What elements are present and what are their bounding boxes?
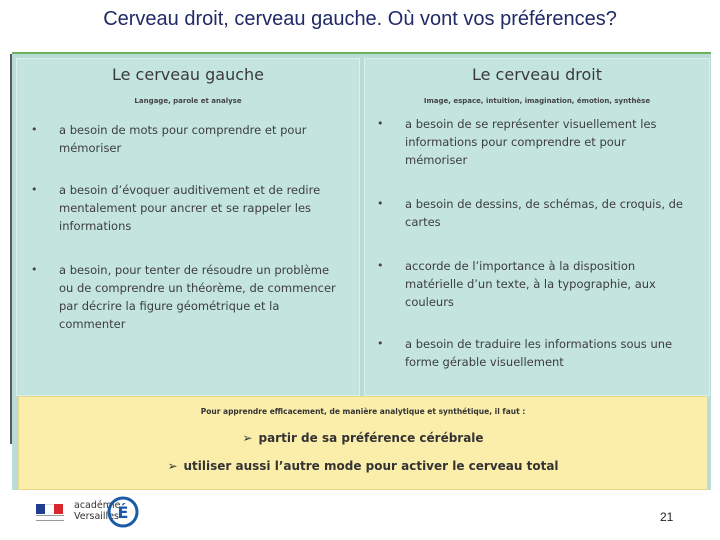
item-line: a besoin de traduire les informations sous une	[405, 337, 673, 351]
item-line: informations pour comprendre et pour	[405, 135, 626, 149]
page-title: Cerveau droit, cerveau gauche. Où vont vos préférences?	[103, 8, 617, 30]
logo-letter: É	[117, 503, 129, 522]
conclusion-text: utiliser aussi l’autre mode pour activer le cerveau total	[183, 459, 559, 473]
arrow-bullet-icon: ➢	[167, 459, 178, 473]
bullet-icon: •	[377, 259, 384, 272]
item-line: a besoin, pour tenter de résoudre un problème	[59, 263, 330, 277]
item-line: forme gérable visuellement	[405, 355, 564, 369]
right-column-subtitle: Image, espace, intuition, imagination, émotion, synthèse	[423, 97, 651, 105]
bullet-icon: •	[377, 117, 384, 130]
right-brain-column	[364, 58, 710, 396]
item-line: mémoriser	[59, 141, 122, 155]
arrow-bullet-icon: ➢	[242, 431, 253, 445]
item-line: cartes	[405, 215, 441, 229]
page-number: 21	[660, 510, 674, 524]
item-line: a besoin d’évoquer auditivement et de redire	[59, 183, 321, 197]
list-item	[59, 121, 306, 157]
list-item	[405, 115, 657, 169]
academie-line: académie	[74, 500, 121, 511]
item-line: mentalement pour ancrer et se rappeler les	[59, 201, 312, 215]
bullet-icon: •	[377, 197, 384, 210]
item-line: couleurs	[405, 295, 454, 309]
item-line: a besoin de se représenter visuellement les	[405, 117, 657, 131]
republic-mark-lines	[36, 515, 64, 521]
academie-logo-icon	[106, 490, 140, 530]
bullet-icon: •	[377, 337, 384, 350]
item-line: mémoriser	[405, 153, 468, 167]
list-item	[405, 335, 672, 371]
item-line: informations	[59, 219, 132, 233]
conclusion-text: partir de sa préférence cérébrale	[258, 431, 484, 445]
left-brain-column	[16, 58, 360, 396]
item-line: par décrire la figure géométrique et la	[59, 299, 280, 313]
list-item	[405, 195, 683, 231]
conclusion-point	[19, 459, 707, 473]
bullet-icon: •	[31, 183, 38, 196]
right-column-title: Le cerveau droit	[471, 65, 602, 84]
list-item	[405, 257, 656, 311]
flag-blue-stripe	[36, 504, 45, 514]
bullet-icon: •	[31, 123, 38, 136]
french-flag-icon	[36, 504, 64, 524]
content-panel	[12, 52, 711, 490]
list-item	[59, 181, 320, 235]
flag-red-stripe	[54, 504, 63, 514]
panel-edge	[10, 54, 12, 444]
item-line: commenter	[59, 317, 126, 331]
left-column-subtitle: Langage, parole et analyse	[134, 97, 242, 105]
conclusion-point	[19, 431, 707, 445]
item-line: ou de comprendre un théorème, de commencer	[59, 281, 336, 295]
item-line: a besoin de dessins, de schémas, de croquis, de	[405, 197, 684, 211]
item-line: matérielle d’un texte, à la typographie, aux	[405, 277, 656, 291]
left-column-title: Le cerveau gauche	[111, 65, 264, 84]
list-item	[59, 261, 336, 333]
item-line: a besoin de mots pour comprendre et pour	[59, 123, 307, 137]
conclusion-box	[18, 396, 708, 490]
bullet-icon: •	[31, 263, 38, 276]
conclusion-heading: Pour apprendre efficacement, de manière analytique et synthétique, il faut :	[200, 407, 526, 416]
flag-white-stripe	[45, 504, 54, 515]
academie-line: Versailles	[74, 511, 119, 522]
item-line: accorde de l’importance à la disposition	[405, 259, 636, 273]
